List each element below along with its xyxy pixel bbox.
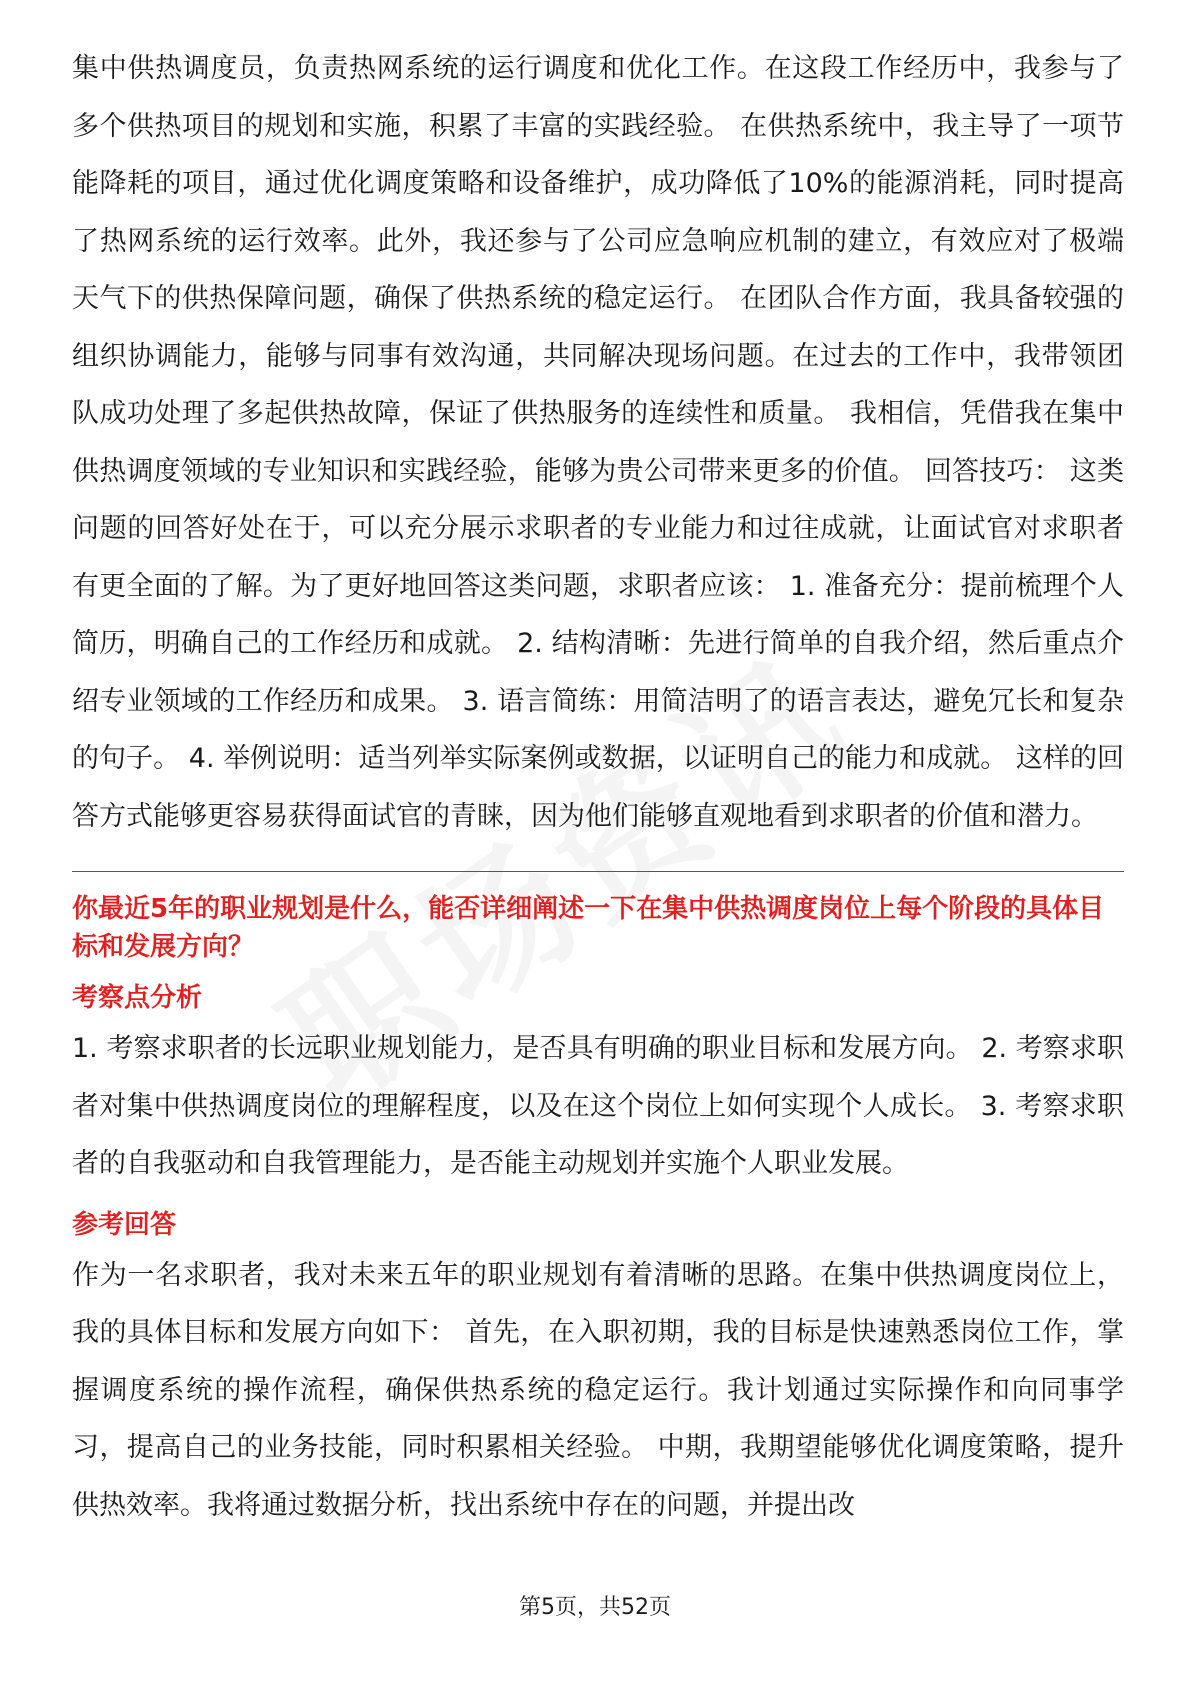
analysis-text: 1. 考察求职者的长远职业规划能力，是否具有明确的职业目标和发展方向。 2. 考察求职者对集中供热调度岗位的理解程度，以及在这个岗位上如何实现个人成长。 3. 考察求职者的自我驱动和自我管理能力，是否能主动规划并实施个人职业发展。 [72,1033,1124,1179]
answer-title: 参考回答 [72,1209,177,1240]
answer-text: 作为一名求职者，我对未来五年的职业规划有着清晰的思路。在集中供热调度岗位上，我的具体目标和发展方向如下： 首先，在入职初期，我的目标是快速熟悉岗位工作，掌握调度系统的操作流程，确保供热系统的稳定运行。我计划通过实际操作和向同事学习，提高自己的业务技能，同时积累相关经验。 中期，我期望能够优化调度策略，提升供热效率。我将通过数据分析，找出系统中存在的问题，并提出改 [72,1259,1124,1521]
divider [72,871,1124,872]
page-number: 第5页，共52页 [519,1595,671,1620]
question-heading: 你最近5年的职业规划是什么，能否详细阐述一下在集中供热调度岗位上每个阶段的具体目标和发展方向？ [72,894,1105,962]
body-paragraph: 集中供热调度员，负责热网系统的运行调度和优化工作。在这段工作经历中，我参与了多个供热项目的规划和实施，积累了丰富的实践经验。 在供热系统中，我主导了一项节能降耗的项目，通过优化调度策略和设备维护，成功降低了10%的能源消耗，同时提高了热网系统的运行效率。此外，我还参与了公司应急响应机制的建立，有效应对了极端天气下的供热保障问题，确保了供热系统的稳定运行。 在团队合作方面，我具备较强的组织协调能力，能够与同事有效沟通，共同解决现场问题。在过去的工作中，我带领团队成功处理了多起供热故障，保证了供热服务的连续性和质量。 我相信，凭借我在集中供热调度领域的专业知识和实践经验，能够为贵公司带来更多的价值。 回答技巧： 这类问题的回答好处在于，可以充分展示求职者的专业能力和过往成就，让面试官对求职者有更全面的了解。为了更好地回答这类问题，求职者应该： 1. 准备充分：提前梳理个人简历，明确自己的工作经历和成就。 2. 结构清晰：先进行简单的自我介绍，然后重点介绍专业领域的工作经历和成果。 3. 语言简练：用简洁明了的语言表达，避免冗长和复杂的句子。 4. 举例说明：适当列举实际案例或数据，以证明自己的能力和成就。 这样的回答方式能够更容易获得面试官的青睐，因为他们能够直观地看到求职者的价值和潜力。 [72,53,1124,832]
page-content [72,40,1124,1534]
analysis-title: 考察点分析 [72,983,203,1013]
